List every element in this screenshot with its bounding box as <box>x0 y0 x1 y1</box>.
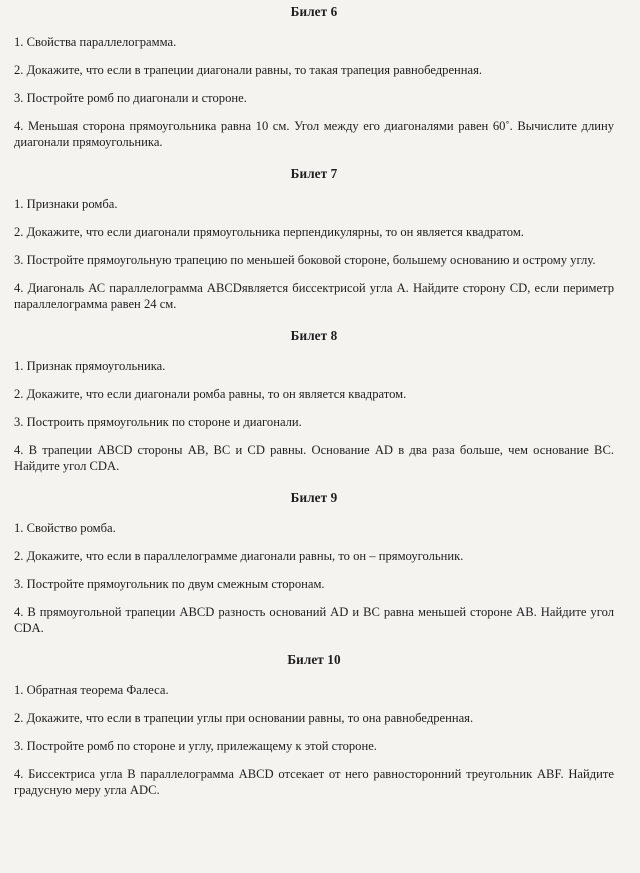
question-3: 3. Построить прямоугольник по стороне и диагонали. <box>14 415 302 429</box>
ticket-title: Билет 6 <box>290 4 338 19</box>
question-1: 1. Свойства параллелограмма. <box>14 35 177 49</box>
ticket-title: Билет 7 <box>290 166 338 181</box>
ticket-title: Билет 8 <box>290 328 338 343</box>
ticket-8 <box>14 328 614 474</box>
question-3: 3. Постройте ромб по стороне и углу, прилежащему к этой стороне. <box>14 739 377 753</box>
question-4: 4. В прямоугольной трапеции ABCD разность оснований AD и BC равна меньшей стороне AB. Найдите угол CDA. <box>14 605 614 635</box>
question-4: 4. Биссектриса угла В параллелограмма ABCD отсекает от него равносторонний треугольник ABF. Найдите градусную меру угла ADC. <box>14 767 614 797</box>
ticket-6 <box>14 4 614 150</box>
question-1: 1. Свойство ромба. <box>14 521 116 535</box>
question-1: 1. Обратная теорема Фалеса. <box>14 683 169 697</box>
ticket-title: Билет 10 <box>287 652 341 667</box>
question-4: 4. Диагональ АС параллелограмма ABCDявляется биссектрисой угла А. Найдите сторону CD, если периметр параллелограмма равен 24 см. <box>14 281 614 311</box>
question-3: 3. Постройте прямоугольник по двум смежным сторонам. <box>14 577 325 591</box>
ticket-10 <box>14 652 614 798</box>
question-3: 3. Постройте ромб по диагонали и стороне. <box>14 91 247 105</box>
question-2: 2. Докажите, что если в трапеции диагонали равны, то такая трапеция равнобедренная. <box>14 63 483 77</box>
ticket-title: Билет 9 <box>290 490 338 505</box>
question-4: 4. В трапеции ABCD стороны AB, BC и CD равны. Основание AD в два раза больше, чем основание BC. Найдите угол CDA. <box>14 443 614 473</box>
question-2: 2. Докажите, что если диагонали прямоугольника перпендикулярны, то он является квадратом. <box>14 225 524 239</box>
question-3: 3. Постройте прямоугольную трапецию по меньшей боковой стороне, большему основанию и острому углу. <box>14 253 596 267</box>
question-2: 2. Докажите, что если диагонали ромба равны, то он является квадратом. <box>14 387 407 401</box>
question-2: 2. Докажите, что если в параллелограмме диагонали равны, то он – прямоугольник. <box>14 549 464 563</box>
ticket-7 <box>14 166 614 312</box>
question-4: 4. Меньшая сторона прямоугольника равна 10 см. Угол между его диагоналями равен 60˚. Вычислите длину диагонали прямоугольника. <box>14 119 614 149</box>
question-2: 2. Докажите, что если в трапеции углы при основании равны, то она равнобедренная. <box>14 711 474 725</box>
ticket-9 <box>14 490 614 636</box>
question-1: 1. Признак прямоугольника. <box>14 359 166 373</box>
question-1: 1. Признаки ромба. <box>14 197 118 211</box>
